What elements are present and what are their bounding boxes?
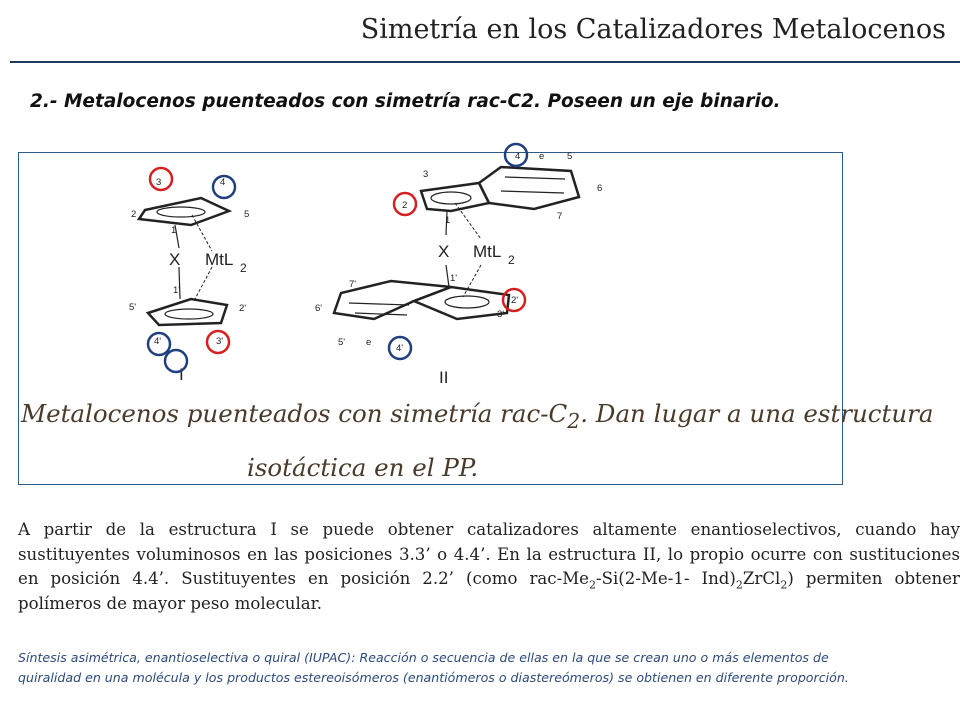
- atom-label: e: [539, 151, 545, 162]
- atom-label: 5: [244, 209, 250, 220]
- slide-title: Simetría en los Catalizadores Metalocenos: [360, 14, 946, 45]
- structure-i-drawing: [129, 177, 249, 384]
- bridge-label: X: [438, 242, 450, 261]
- body-text-part: A partir de la estructura I se puede obtener catalizadores altamente enantioselectivos, cuando hay sustituyentes voluminosos en las posiciones 3.3’ o 4.4’. En la estructura II, lo propio ocurre con sustituciones en posición 4.4’. Sustituyentes en posición 2.2’ (como rac-Me: [18, 520, 960, 588]
- bridge-label: X: [169, 250, 181, 269]
- subscript: 2: [735, 578, 743, 592]
- atom-label: 6: [597, 183, 603, 194]
- atom-label: 2': [239, 303, 247, 314]
- section-heading: 2.- Metalocenos puenteados con simetría rac-C2. Poseen un eje binario.: [30, 91, 781, 112]
- caption-text-end: . Dan lugar a una estructura: [580, 399, 934, 428]
- atom-label: 3: [156, 177, 162, 188]
- atom-label: 1': [173, 285, 181, 296]
- atom-label: 1: [445, 215, 451, 226]
- metallocene-figure: [18, 151, 934, 485]
- atom-label: 4': [154, 336, 162, 347]
- atom-label: 2: [131, 209, 137, 220]
- atom-label: 5': [338, 337, 346, 348]
- atom-label: 2': [511, 295, 519, 306]
- figure-caption-line2: isotáctica en el PP.: [247, 453, 479, 482]
- atom-label: 5': [129, 302, 137, 313]
- atom-label: e: [366, 337, 372, 348]
- atom-label: 2: [402, 200, 408, 211]
- atom-label: 3: [423, 169, 429, 180]
- atom-label: 7': [349, 279, 357, 290]
- structure-i-label: I: [179, 365, 184, 384]
- atom-label: 3': [216, 336, 224, 347]
- body-text-part: ZrCl: [742, 569, 781, 588]
- subscript: 2: [589, 578, 597, 592]
- body-paragraph: [18, 518, 960, 616]
- atom-label: 3': [497, 309, 505, 320]
- iupac-footnote: Síntesis asimétrica, enantioselectiva o quiral (IUPAC): Reacción o secuencia de ellas en la que se crean uno o más elementos de quiralidad en una molécula y los productos estereoisómeros (enantiómeros o diastereómeros) se obtienen en diferente proporción.: [18, 650, 849, 685]
- atom-label: 4: [515, 151, 521, 162]
- title-divider: [10, 61, 960, 63]
- structure-ii-drawing: [315, 151, 602, 387]
- atom-label: 6': [315, 303, 323, 314]
- structure-ii-label: II: [439, 368, 449, 387]
- atom-label: 1: [171, 225, 177, 236]
- atom-label: 5: [567, 151, 573, 162]
- figure-caption-line1: [21, 399, 933, 433]
- metal-label: MtL: [473, 242, 502, 261]
- metal-subscript: 2: [508, 253, 515, 267]
- metallocene-structures: [19, 153, 844, 486]
- marker-blue-label: [165, 350, 187, 372]
- atom-label: 7: [557, 211, 563, 222]
- atom-label: 1': [450, 273, 458, 284]
- caption-text: Metalocenos puenteados con simetría rac-C: [21, 399, 568, 428]
- caption-subscript: 2: [567, 408, 581, 433]
- body-text-part: ) permiten obtener polímeros de mayor peso molecular.: [18, 569, 960, 613]
- subscript: 2: [780, 578, 788, 592]
- atom-label: 4': [396, 343, 404, 354]
- atom-label: 4: [220, 177, 226, 188]
- body-text-part: -Si(2-Me-1- Ind): [596, 569, 736, 588]
- metal-subscript: 2: [240, 261, 247, 275]
- metal-label: MtL: [205, 250, 234, 269]
